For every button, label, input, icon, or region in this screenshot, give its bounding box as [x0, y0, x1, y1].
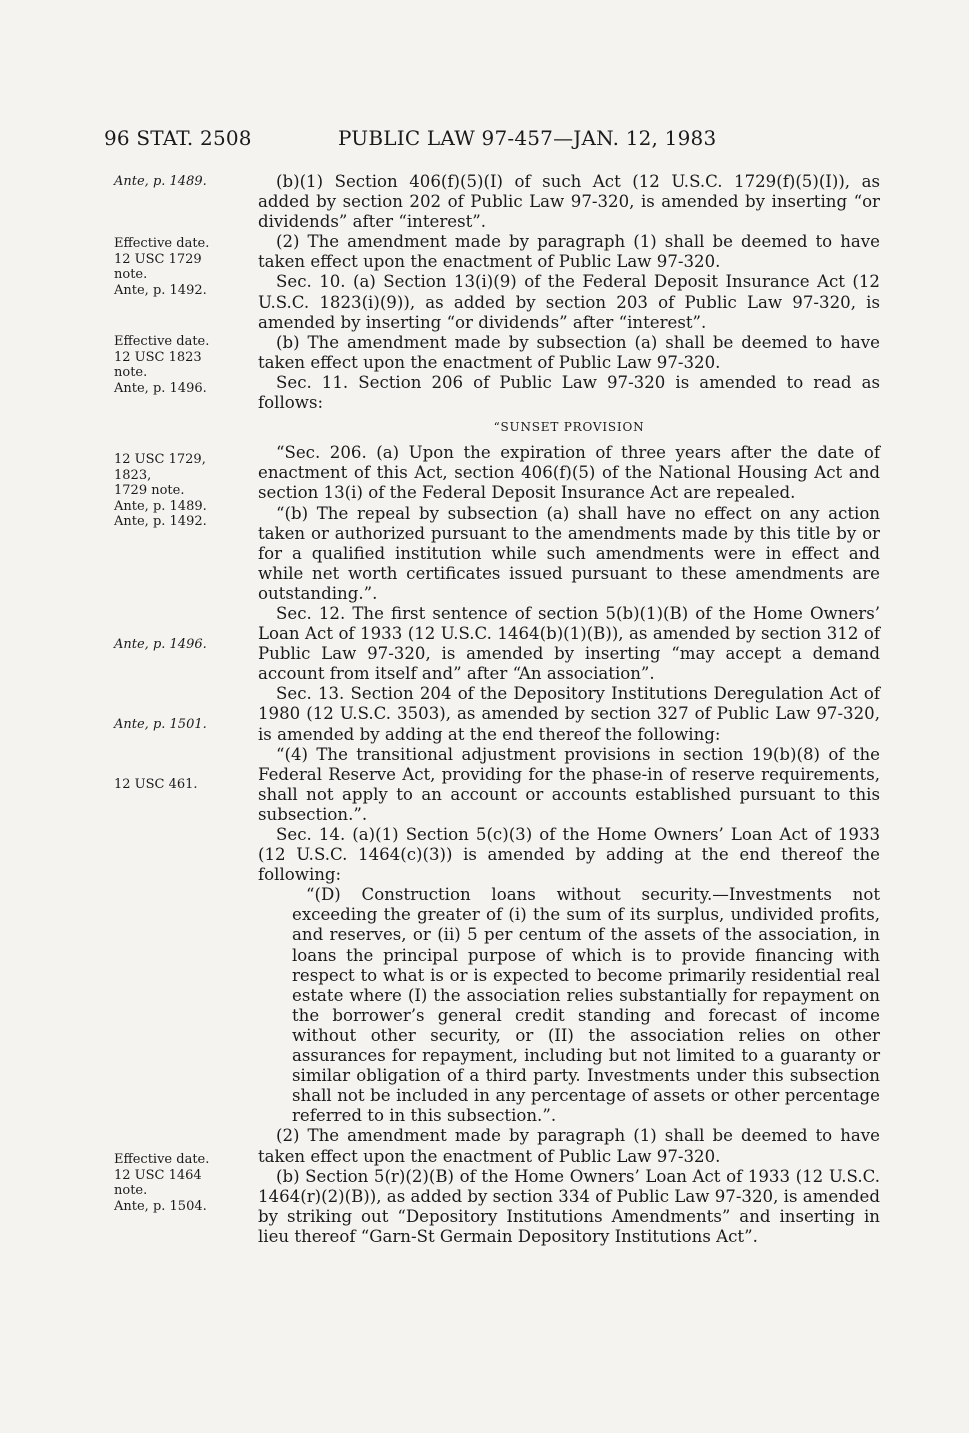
margin-note: Ante, p. 1501. [114, 717, 207, 732]
paragraph: Sec. 14. (a)(1) Section 5(c)(3) of the Home Owners’ Loan Act of 1933 (12 U.S.C. 1464(c)(3)) is amended by adding at the end thereof the following: [258, 825, 880, 885]
margin-note-text: 12 USC 1729, 1823, 1729 note. Ante, p. 1489. Ante, p. 1492. [114, 452, 207, 529]
margin-note: Ante, p. 1496. [114, 637, 207, 652]
paragraph: Sec. 10. (a) Section 13(i)(9) of the Federal Deposit Insurance Act (12 U.S.C. 1823(i)(9)), as added by section 203 of Public Law 97-320, is amended by inserting “or dividends” after “interest”. [258, 272, 880, 332]
page-header [104, 126, 864, 150]
margin-note-text: Effective date. 12 USC 1729 note. Ante, p. 1492. [114, 236, 210, 298]
paragraph: (2) The amendment made by paragraph (1) shall be deemed to have taken effect upon the enactment of Public Law 97-320. [258, 1126, 880, 1166]
section-heading: “SUNSET PROVISION [493, 420, 645, 435]
margin-note [114, 236, 246, 298]
margin-note [114, 1152, 246, 1214]
margin-note [114, 452, 246, 530]
margin-note: Ante, p. 1489. [114, 174, 207, 189]
paragraph: (2) The amendment made by paragraph (1) shall be deemed to have taken effect upon the enactment of Public Law 97-320. [258, 232, 880, 272]
margin-note [114, 334, 246, 396]
body-text [258, 172, 880, 1247]
margin-note-text: Effective date. 12 USC 1464 note. Ante, p. 1504. [114, 1152, 210, 1214]
paragraph: “(4) The transitional adjustment provisions in section 19(b)(8) of the Federal Reserve Act, providing for the phase-in of reserve requirements, shall not apply to an account or accounts established pursuant to this subsection.”. [258, 744, 880, 824]
margin-note-text: Effective date. 12 USC 1823 note. Ante, p. 1496. [114, 334, 210, 396]
public-law-title: PUBLIC LAW 97-457—JAN. 12, 1983 [338, 126, 717, 150]
paragraph: (b) Section 5(r)(2)(B) of the Home Owners’ Loan Act of 1933 (12 U.S.C. 1464(r)(2)(B)), as added by section 334 of Public Law 97-320, is amended by striking out “Depository Institutions Amendments” and inserting in lieu thereof “Garn-St Germain Depository Institutions Act”. [258, 1166, 880, 1246]
margin-note-text: 12 USC 461. [114, 777, 198, 792]
paragraph: Sec. 13. Section 204 of the Depository Institutions Deregulation Act of 1980 (12 U.S.C. 3503), as amended by section 327 of Public Law 97-320, is amended by adding at the end thereof the following: [258, 684, 880, 744]
paragraph: Sec. 11. Section 206 of Public Law 97-320 is amended to read as follows: [258, 372, 880, 413]
paragraph: (b)(1) Section 406(f)(5)(I) of such Act (12 U.S.C. 1729(f)(5)(I)), as added by section 202 of Public Law 97-320, is amended by inserting “or dividends” after “interest”. [258, 172, 880, 232]
paragraph: “(b) The repeal by subsection (a) shall have no effect on any action taken or authorized pursuant to the amendments made by this title by or for a qualified institution while such amendments were in effect and while net worth certificates issued pursuant to these amendments are outstanding.”. [258, 503, 880, 603]
quoted-paragraph: “(D) Construction loans without security.—Investments not exceeding the greater of (i) the sum of its surplus, undivided profits, and reserves, or (ii) 5 per centum of the assets of the association, in loans the principal purpose of which is to provide financing with respect to what is or is expected to become primarily residential real estate where (I) the association relies substantially for repayment on the borrower’s general credit standing and forecast of income without other security, or (II) the association relies on other assurances for repayment, including but not limited to a guaranty or similar obligation of a third party. Investments under this subsection shall not be included in any percentage of assets or other percentage referred to in this subsection.”. [292, 885, 880, 1126]
paragraph: “Sec. 206. (a) Upon the expiration of three years after the date of enactment of this Act, section 406(f)(5) of the National Housing Act and section 13(i) of the Federal Deposit Insurance Act are repealed. [258, 443, 880, 503]
paragraph: Sec. 12. The first sentence of section 5(b)(1)(B) of the Home Owners’ Loan Act of 1933 (12 U.S.C. 1464(b)(1)(B)), as amended by section 312 of Public Law 97-320, is amended by inserting “may accept a demand account from itself and” after “An association”. [258, 603, 880, 684]
paragraph: (b) The amendment made by subsection (a) shall be deemed to have taken effect upon the enactment of Public Law 97-320. [258, 332, 880, 372]
margin-note [114, 777, 246, 793]
stat-page-reference: 96 STAT. 2508 [104, 126, 252, 150]
